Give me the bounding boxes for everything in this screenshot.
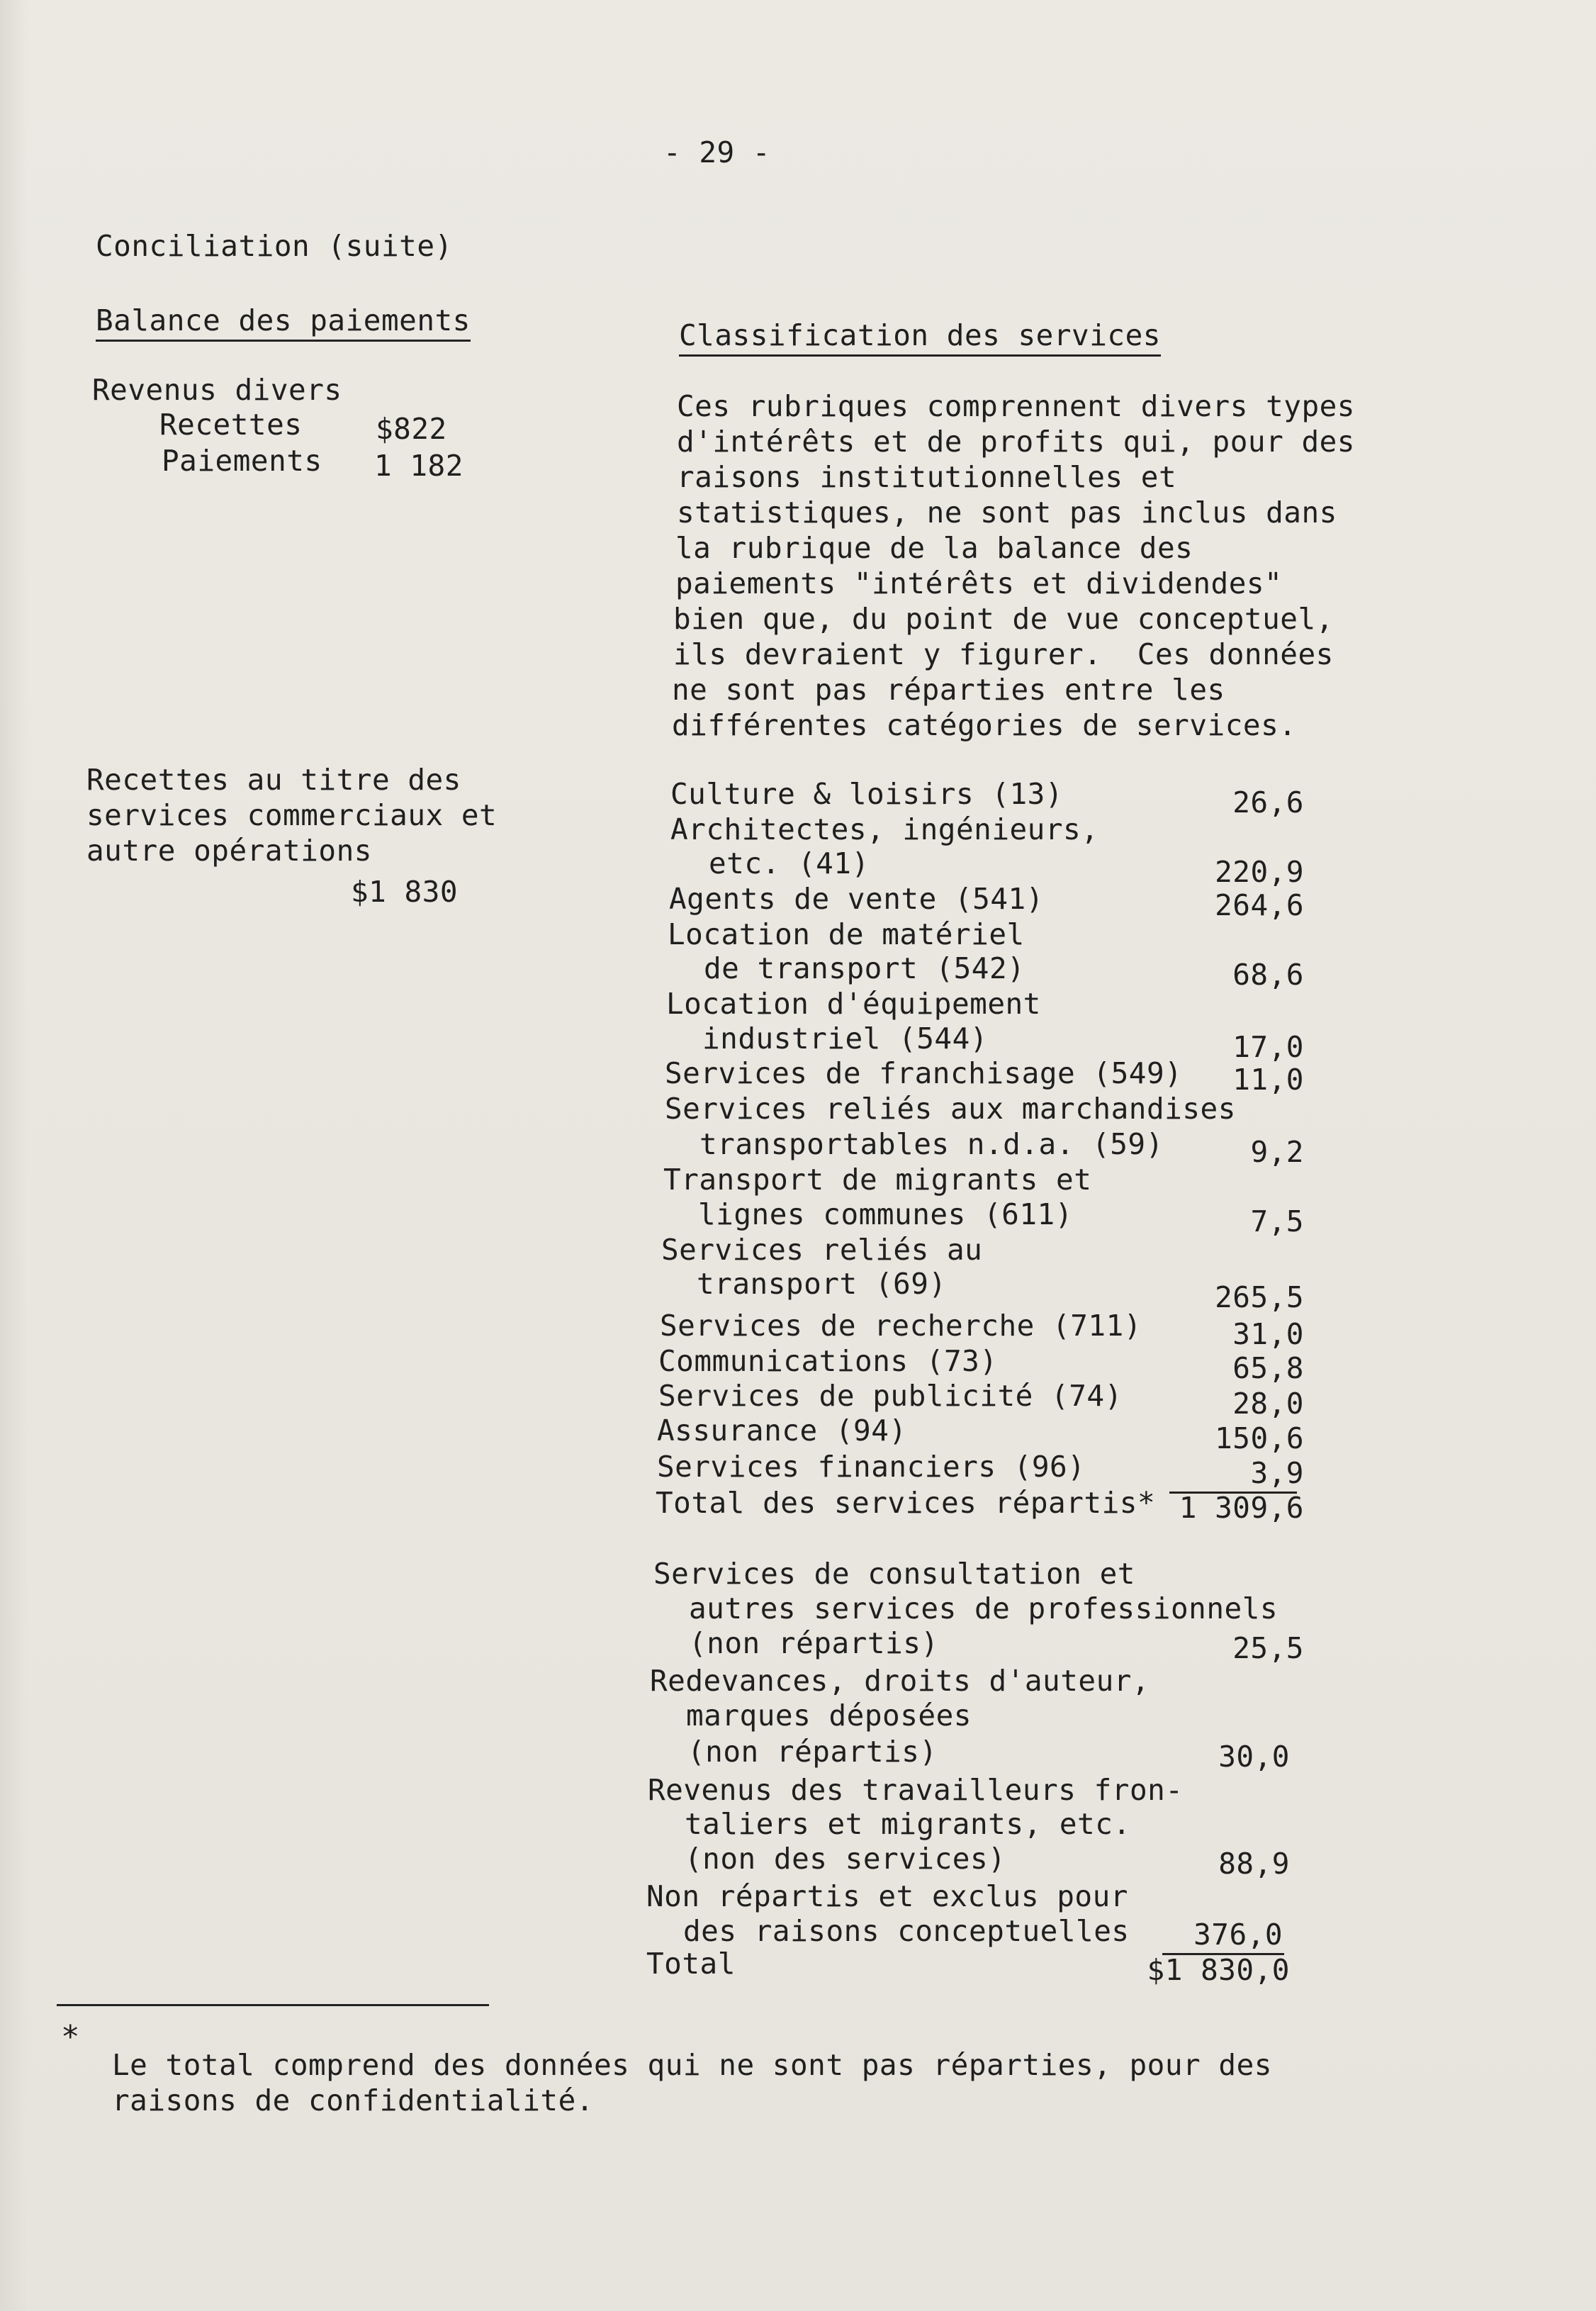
item-label: Services de publicité (74) xyxy=(658,1379,1123,1413)
paragraph-line: raisons institutionnelles et xyxy=(677,460,1177,494)
paragraph-line: ils devraient y figurer. Ces données xyxy=(673,637,1334,671)
item-value: 264,6 xyxy=(1215,888,1304,922)
classification-title: Classification des services xyxy=(679,318,1161,357)
other-value: 88,9 xyxy=(1218,1847,1290,1881)
recettes-services-line3: autre opérations xyxy=(86,834,372,868)
item-value: 65,8 xyxy=(1232,1351,1304,1385)
item-label: Total des services répartis* xyxy=(656,1486,1156,1520)
grand-total-value: $1 830,0 xyxy=(1147,1953,1290,1987)
item-value: 3,9 xyxy=(1250,1456,1304,1490)
other-label: Redevances, droits d'auteur, xyxy=(650,1664,1150,1698)
item-label: Architectes, ingénieurs, xyxy=(670,812,1099,846)
item-label: Services financiers (96) xyxy=(657,1450,1086,1484)
item-label: Assurance (94) xyxy=(657,1414,907,1448)
item-value: 17,0 xyxy=(1232,1030,1304,1064)
footnote-line1: Le total comprend des données qui ne sont pas réparties, pour des xyxy=(112,2048,1272,2082)
other-label: Total xyxy=(646,1947,736,1981)
other-label: des raisons conceptuelles xyxy=(683,1914,1130,1948)
item-label: Services reliés au xyxy=(661,1233,983,1267)
page-number: - 29 - xyxy=(663,135,771,169)
item-label: Culture & loisirs (13) xyxy=(670,777,1064,811)
item-label: transport (69) xyxy=(697,1267,947,1301)
item-value: 9,2 xyxy=(1250,1135,1304,1169)
paragraph-line: différentes catégories de services. xyxy=(672,708,1297,742)
item-value: 220,9 xyxy=(1215,855,1304,889)
other-value: 376,0 xyxy=(1193,1918,1283,1952)
other-label: Services de consultation et xyxy=(653,1557,1135,1591)
item-label: Transport de migrants et xyxy=(663,1163,1092,1197)
page-edge-shadow xyxy=(0,0,28,2311)
recettes-services-line1: Recettes au titre des xyxy=(86,763,461,797)
item-label: Agents de vente (541) xyxy=(669,882,1044,916)
item-label: Location d'équipement xyxy=(666,987,1041,1021)
page-heading: Conciliation (suite) xyxy=(96,229,453,263)
other-label: (non répartis) xyxy=(687,1735,938,1769)
recettes-value: $822 xyxy=(376,412,447,446)
item-label: Communications (73) xyxy=(658,1344,998,1378)
paragraph-line: ne sont pas réparties entre les xyxy=(672,673,1225,707)
recettes-label: Recettes xyxy=(159,408,303,442)
item-label: transportables n.d.a. (59) xyxy=(699,1127,1164,1161)
paragraph-line: statistiques, ne sont pas inclus dans xyxy=(677,496,1337,530)
item-value: 28,0 xyxy=(1232,1387,1304,1421)
other-label: marques déposées xyxy=(686,1699,972,1733)
item-label: Services de franchisage (549) xyxy=(665,1056,1183,1090)
paragraph-line: d'intérêts et de profits qui, pour des xyxy=(677,425,1355,459)
other-label: autres services de professionnels xyxy=(689,1591,1279,1625)
paragraph-line: bien que, du point de vue conceptuel, xyxy=(673,602,1334,636)
other-label: (non des services) xyxy=(685,1842,1006,1876)
item-label: lignes communes (611) xyxy=(698,1197,1073,1231)
paragraph-line: la rubrique de la balance des xyxy=(675,531,1193,565)
recettes-services-line2: services commerciaux et xyxy=(86,798,498,832)
item-value: 7,5 xyxy=(1250,1204,1304,1238)
footnote-marker: * xyxy=(61,2019,80,2055)
item-label: industriel (544) xyxy=(702,1022,988,1056)
paragraph-line: paiements "intérêts et dividendes" xyxy=(675,566,1283,600)
item-label: de transport (542) xyxy=(704,951,1025,985)
item-value: 1 309,6 xyxy=(1179,1491,1304,1525)
paragraph-line: Ces rubriques comprennent divers types xyxy=(677,389,1355,423)
item-value: 31,0 xyxy=(1232,1317,1304,1351)
item-value: 68,6 xyxy=(1232,958,1304,992)
other-value: 30,0 xyxy=(1218,1740,1290,1774)
item-value: 11,0 xyxy=(1232,1063,1304,1097)
other-label: Non répartis et exclus pour xyxy=(646,1879,1128,1913)
other-label: (non répartis) xyxy=(689,1626,939,1660)
revenus-title: Revenus divers xyxy=(92,373,342,407)
paiements-value: 1 182 xyxy=(374,449,463,483)
other-label: taliers et migrants, etc. xyxy=(685,1807,1131,1841)
item-label: Location de matériel xyxy=(668,917,1025,951)
balance-title: Balance des paiements xyxy=(96,303,471,342)
recettes-services-value: $1 830 xyxy=(351,875,459,909)
item-label: Services de recherche (711) xyxy=(660,1309,1142,1343)
item-label: etc. (41) xyxy=(709,846,870,880)
footnote-rule xyxy=(57,2004,489,2006)
other-label: Revenus des travailleurs fron- xyxy=(648,1773,1184,1807)
item-value: 26,6 xyxy=(1232,785,1304,819)
item-value: 265,5 xyxy=(1215,1280,1304,1314)
item-value: 150,6 xyxy=(1215,1421,1304,1455)
footnote-line2: raisons de confidentialité. xyxy=(112,2083,594,2117)
paiements-label: Paiements xyxy=(162,444,322,478)
item-label: Services reliés aux marchandises xyxy=(665,1092,1236,1126)
other-value: 25,5 xyxy=(1232,1631,1304,1665)
